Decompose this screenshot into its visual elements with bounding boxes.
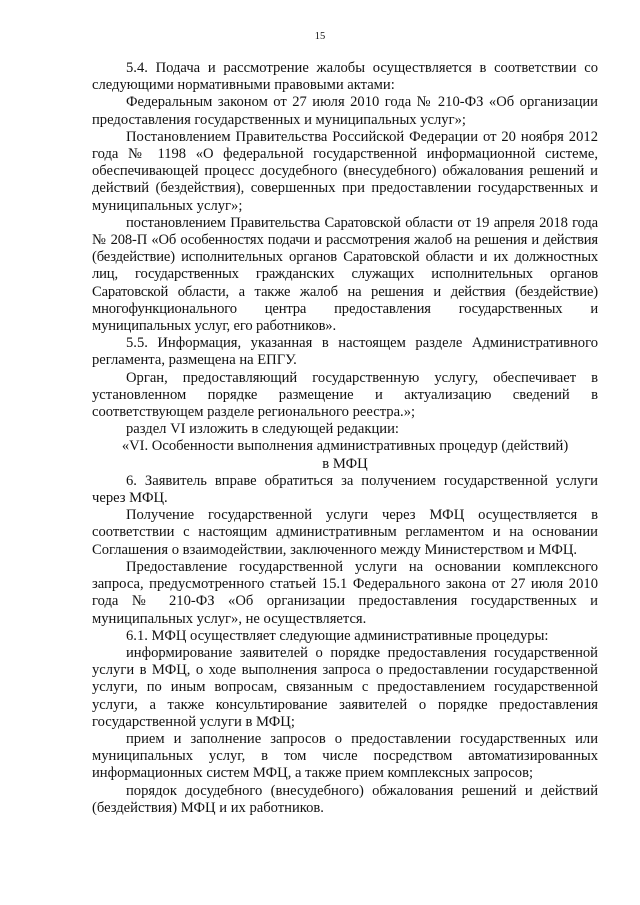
- paragraph-saratov-resolution-208: постановлением Правительства Саратовской области от 19 апреля 2018 года № 208-П «Об особенностях подачи и рассмотрения жалоб на решения и действия (бездействие) исполнительных органов Саратовской области и их должностных лиц, государственных гражданских служащих исполнительных органов Саратовской области, а также жалоб на решения и действия (бездействие) многофункционального центра предоставления государственных и муниципальных услуг, его работников».: [92, 214, 598, 335]
- paragraph-service-via-mfc: Получение государственной услуги через МФЦ осуществляется в соответствии с настоящим административным регламентом и на основании Соглашения о взаимодействии, заключенного между Министерством и МФЦ.: [92, 507, 598, 558]
- section-vi-heading-line-1: «VI. Особенности выполнения административных процедур (действий): [121, 438, 569, 455]
- paragraph-registry-placement: Орган, предоставляющий государственную услугу, обеспечивает в установленном порядке размещение и актуализацию сведений в соответствующем разделе регионального реестра.»;: [92, 369, 598, 421]
- paragraph-6-1: 6.1. МФЦ осуществляет следующие административные процедуры:: [126, 627, 549, 644]
- paragraph-informing: информирование заявителей о порядке предоставления государственной услуги в МФЦ, о ходе выполнения запроса о предоставлении государственной услуги, по иным вопросам, связанным с предоставлением государственной услуги, а также консультирование заявителей о порядке предоставления государственной услуги в МФЦ;: [92, 644, 598, 730]
- paragraph-request-intake: прием и заполнение запросов о предоставлении государственных или муниципальных услуг, в том числе посредством автоматизированных информационных систем МФЦ, а также прием комплексных запросов;: [92, 730, 598, 782]
- section-vi-heading-line-2: в МФЦ: [322, 455, 368, 472]
- document-body: [92, 60, 598, 817]
- paragraph-5-4: 5.4. Подача и рассмотрение жалобы осуществляется в соответствии со следующими нормативными правовыми актами:: [92, 60, 598, 94]
- paragraph-5-5: 5.5. Информация, указанная в настоящем разделе Административного регламента, размещена на ЕПГУ.: [92, 335, 598, 369]
- paragraph-section-vi-intro: раздел VI изложить в следующей редакции:: [126, 421, 399, 438]
- page-number: 15: [314, 31, 326, 42]
- paragraph-6: 6. Заявитель вправе обратиться за получением государственной услуги через МФЦ.: [92, 472, 598, 507]
- paragraph-appeal-procedure: порядок досудебного (внесудебного) обжалования решений и действий (бездействия) МФЦ и их работников.: [92, 782, 598, 816]
- paragraph-government-resolution-1198: Постановлением Правительства Российской Федерации от 20 ноября 2012 года № 1198 «О федеральной государственной информационной системе, обеспечивающей процесс досудебного (внесудебного) обжалования решений и действий (бездействия), совершенных при предоставлении государственных и муниципальных услуг»;: [92, 128, 598, 214]
- paragraph-federal-law-210: Федеральным законом от 27 июля 2010 года № 210-ФЗ «Об организации предоставления государственных и муниципальных услуг»;: [92, 94, 598, 128]
- paragraph-complex-request: Предоставление государственной услуги на основании комплексного запроса, предусмотренного статьей 15.1 Федерального закона от 27 июля 2010 года № 210-ФЗ «Об организации предоставления государственных и муниципальных услуг», не осуществляется.: [92, 558, 598, 627]
